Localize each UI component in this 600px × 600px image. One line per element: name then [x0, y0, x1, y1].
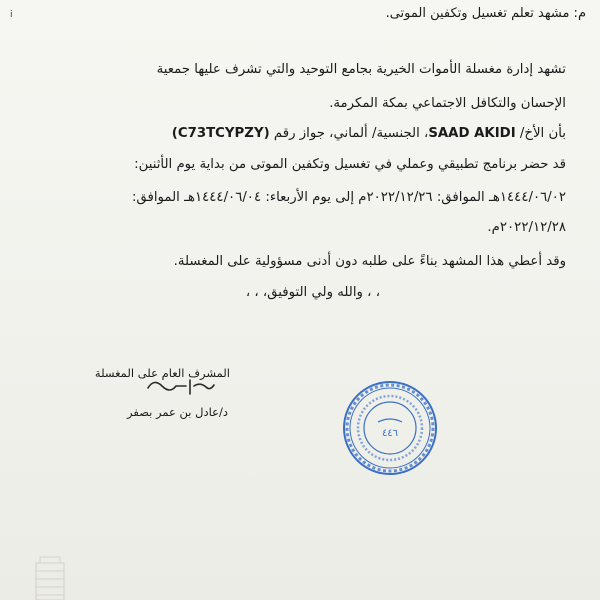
body-line-1: تشهد إدارة مغسلة الأموات الخيرية بجامع التوحيد والتي تشرف عليها جمعية — [156, 62, 566, 77]
official-stamp — [340, 378, 440, 478]
brother-prefix: بأن الأخ/ — [519, 126, 566, 141]
stamp-number: ٤٤٦ — [381, 428, 399, 439]
watermark-building — [30, 555, 70, 600]
body-line-2: الإحسان والتكافل الاجتماعي بمكة المكرمة. — [329, 96, 566, 111]
handwritten-signature — [140, 372, 220, 402]
body-line-7: وقد أعطي هذا المشهد بناءً على طلبه دون أدنى مسؤولية على المغسلة. — [173, 254, 566, 269]
body-line-3 — [172, 126, 566, 141]
person-name: SAAD AKIDI — [428, 126, 516, 141]
body-line-6: ٢٠٢٢/١٢/٢٨م. — [487, 220, 566, 235]
subject-line: م: مشهد تعلم تغسيل وتكفين الموتى. — [385, 6, 586, 21]
supervisor-name: د/عادل بن عمر بصفر — [127, 405, 228, 419]
supervisor-title: المشرف العام على المغسلة — [94, 366, 230, 380]
body-line-5: ١٤٤٤/٠٦/٠٢هـ الموافق: ٢٠٢٢/١٢/٢٦م إلى يوم الأربعاء: ١٤٤٤/٠٦/٠٤هـ الموافق: — [131, 190, 566, 205]
passport-number: (C73TCYPZY) — [171, 126, 270, 141]
nationality-passport-text: ، الجنسية/ ألماني، جواز رقم — [273, 126, 429, 141]
body-line-4: قد حضر برنامج تطبيقي وعملي في تغسيل وتكفين الموتى من بداية يوم الأثنين: — [134, 157, 566, 172]
corner-mark: i — [10, 10, 13, 20]
closing-line: ، ، والله ولي التوفيق، ، ، — [245, 285, 380, 300]
